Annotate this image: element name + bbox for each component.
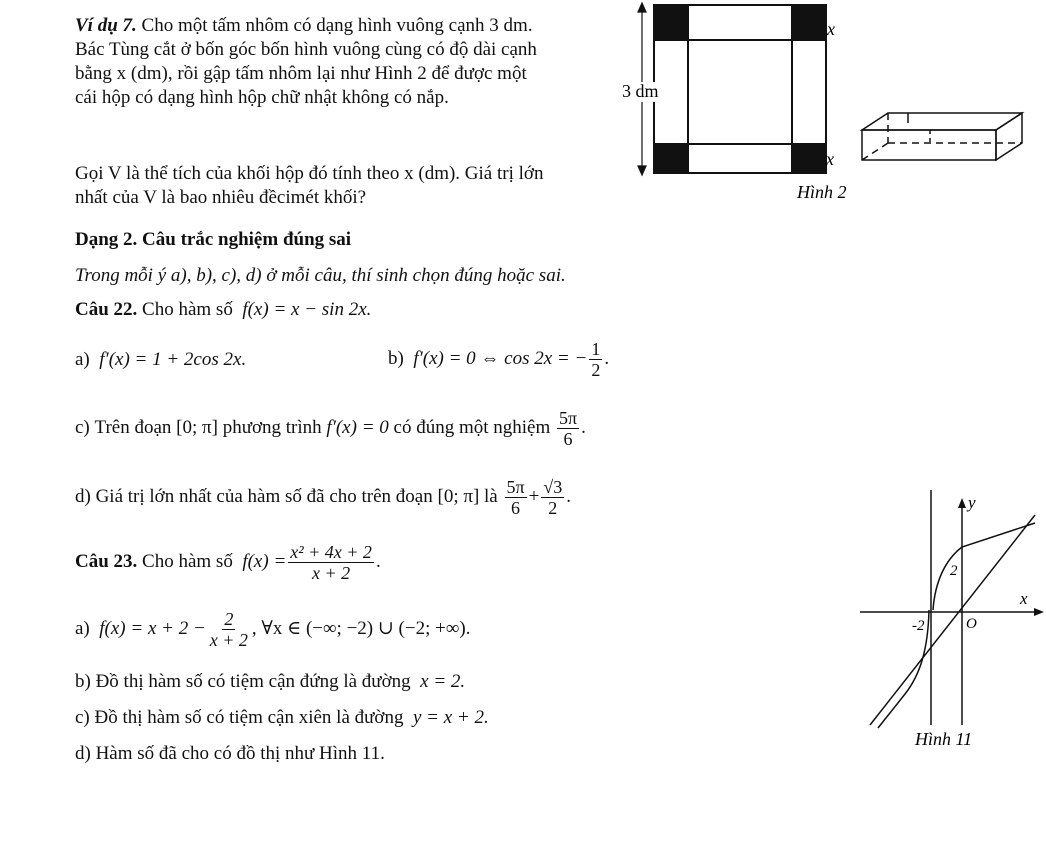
tick-label-neg2: -2 bbox=[912, 618, 925, 634]
corner-cutouts bbox=[654, 5, 826, 173]
section-2-title: Dạng 2. Câu trắc nghiệm đúng sai bbox=[75, 229, 352, 250]
q22-option-c: c) Trên đoạn [0; π] phương trình f′(x) = 0 có đúng một nghiệm $\frac{5\pi}{6}$ . bbox=[75, 407, 586, 449]
x-label-bottom: x bbox=[826, 149, 834, 169]
q23-stem: Câu 23. Cho hàm số f(x) = $\frac{\text{x² + 4x + 2}}{x + 2}$ . bbox=[75, 541, 381, 583]
q22-option-a: a) f′(x) = 1 + 2cos 2x. bbox=[75, 349, 247, 370]
figure-11 bbox=[860, 490, 1046, 755]
example7-line4: cái hộp có dạng hình hộp chữ nhật không có nắp. bbox=[75, 87, 449, 108]
tick-label-2: 2 bbox=[950, 563, 958, 579]
q23-option-c: c) Đồ thị hàm số có tiệm cận xiên là đường y = x + 2. bbox=[75, 707, 489, 728]
example7-line5: Gọi V là thể tích của khối hộp đó tính theo x (dm). Giá trị lớn bbox=[75, 163, 544, 184]
q23-function-fraction: $\frac{\text{x² + 4x + 2}}{x + 2}$ bbox=[290, 541, 372, 583]
section-2-instruction: Trong mỗi ý a), b), c), d) ở mỗi câu, thí sinh chọn đúng hoặc sai. bbox=[75, 265, 566, 286]
example7-line1: Ví dụ 7. Cho một tấm nhôm có dạng hình vuông cạnh 3 dm. bbox=[75, 15, 533, 36]
q23-a-fraction: $\frac{2}{x + 2}$ bbox=[209, 608, 248, 650]
q22-option-d: d) Giá trị lớn nhất của hàm số đã cho trên đoạn [0; π] là $\frac{5\pi}{6}$ + $\frac{√3}{2}$ . bbox=[75, 476, 571, 518]
y-axis-label: y bbox=[968, 493, 976, 512]
side-length-label: 3 dm bbox=[622, 81, 659, 101]
example7-line6: nhất của V là bao nhiêu đềcimét khối? bbox=[75, 187, 367, 208]
q22-option-b: b) f′(x) = 0 ⇔ cos 2x = − $\frac{1}{2}$ . bbox=[388, 338, 610, 380]
example7-line3: bằng x (dm), rồi gập tấm nhôm lại như Hình 2 để được một bbox=[75, 63, 527, 84]
q22-c-fraction: $\frac{5\pi}{6}$ bbox=[559, 407, 578, 449]
q22-stem: Câu 22. Cho hàm số f(x) = x − sin 2x. bbox=[75, 299, 372, 320]
figure-2-caption: Hình 2 bbox=[797, 182, 847, 202]
q22-b-fraction: $\frac{1}{2}$ bbox=[591, 338, 601, 380]
q22-d-fraction-1: $\frac{5\pi}{6}$ bbox=[506, 476, 525, 518]
origin-label: O bbox=[966, 616, 977, 632]
q23-option-b: b) Đồ thị hàm số có tiệm cận đứng là đường x = 2. bbox=[75, 671, 466, 692]
oblique-asymptote bbox=[870, 515, 1035, 725]
figure-2 bbox=[600, 0, 1046, 215]
x-label-top: x bbox=[827, 19, 835, 39]
q23-option-a: a) f(x) = x + 2 − $\frac{2}{x + 2}$ , ∀x ∈ (−∞; −2) ∪ (−2; +∞). bbox=[75, 608, 471, 650]
x-axis bbox=[860, 608, 1044, 616]
q22-d-fraction-2: $\frac{√3}{2}$ bbox=[543, 476, 563, 518]
figure-11-caption: Hình 11 bbox=[915, 729, 973, 749]
q23-option-d: d) Hàm số đã cho có đồ thị như Hình 11. bbox=[75, 743, 385, 764]
open-box-drawing bbox=[862, 113, 1022, 160]
example7-line2: Bác Tùng cắt ở bốn góc bốn hình vuông cùng có độ dài cạnh bbox=[75, 39, 537, 60]
x-axis-label: x bbox=[1020, 589, 1028, 608]
